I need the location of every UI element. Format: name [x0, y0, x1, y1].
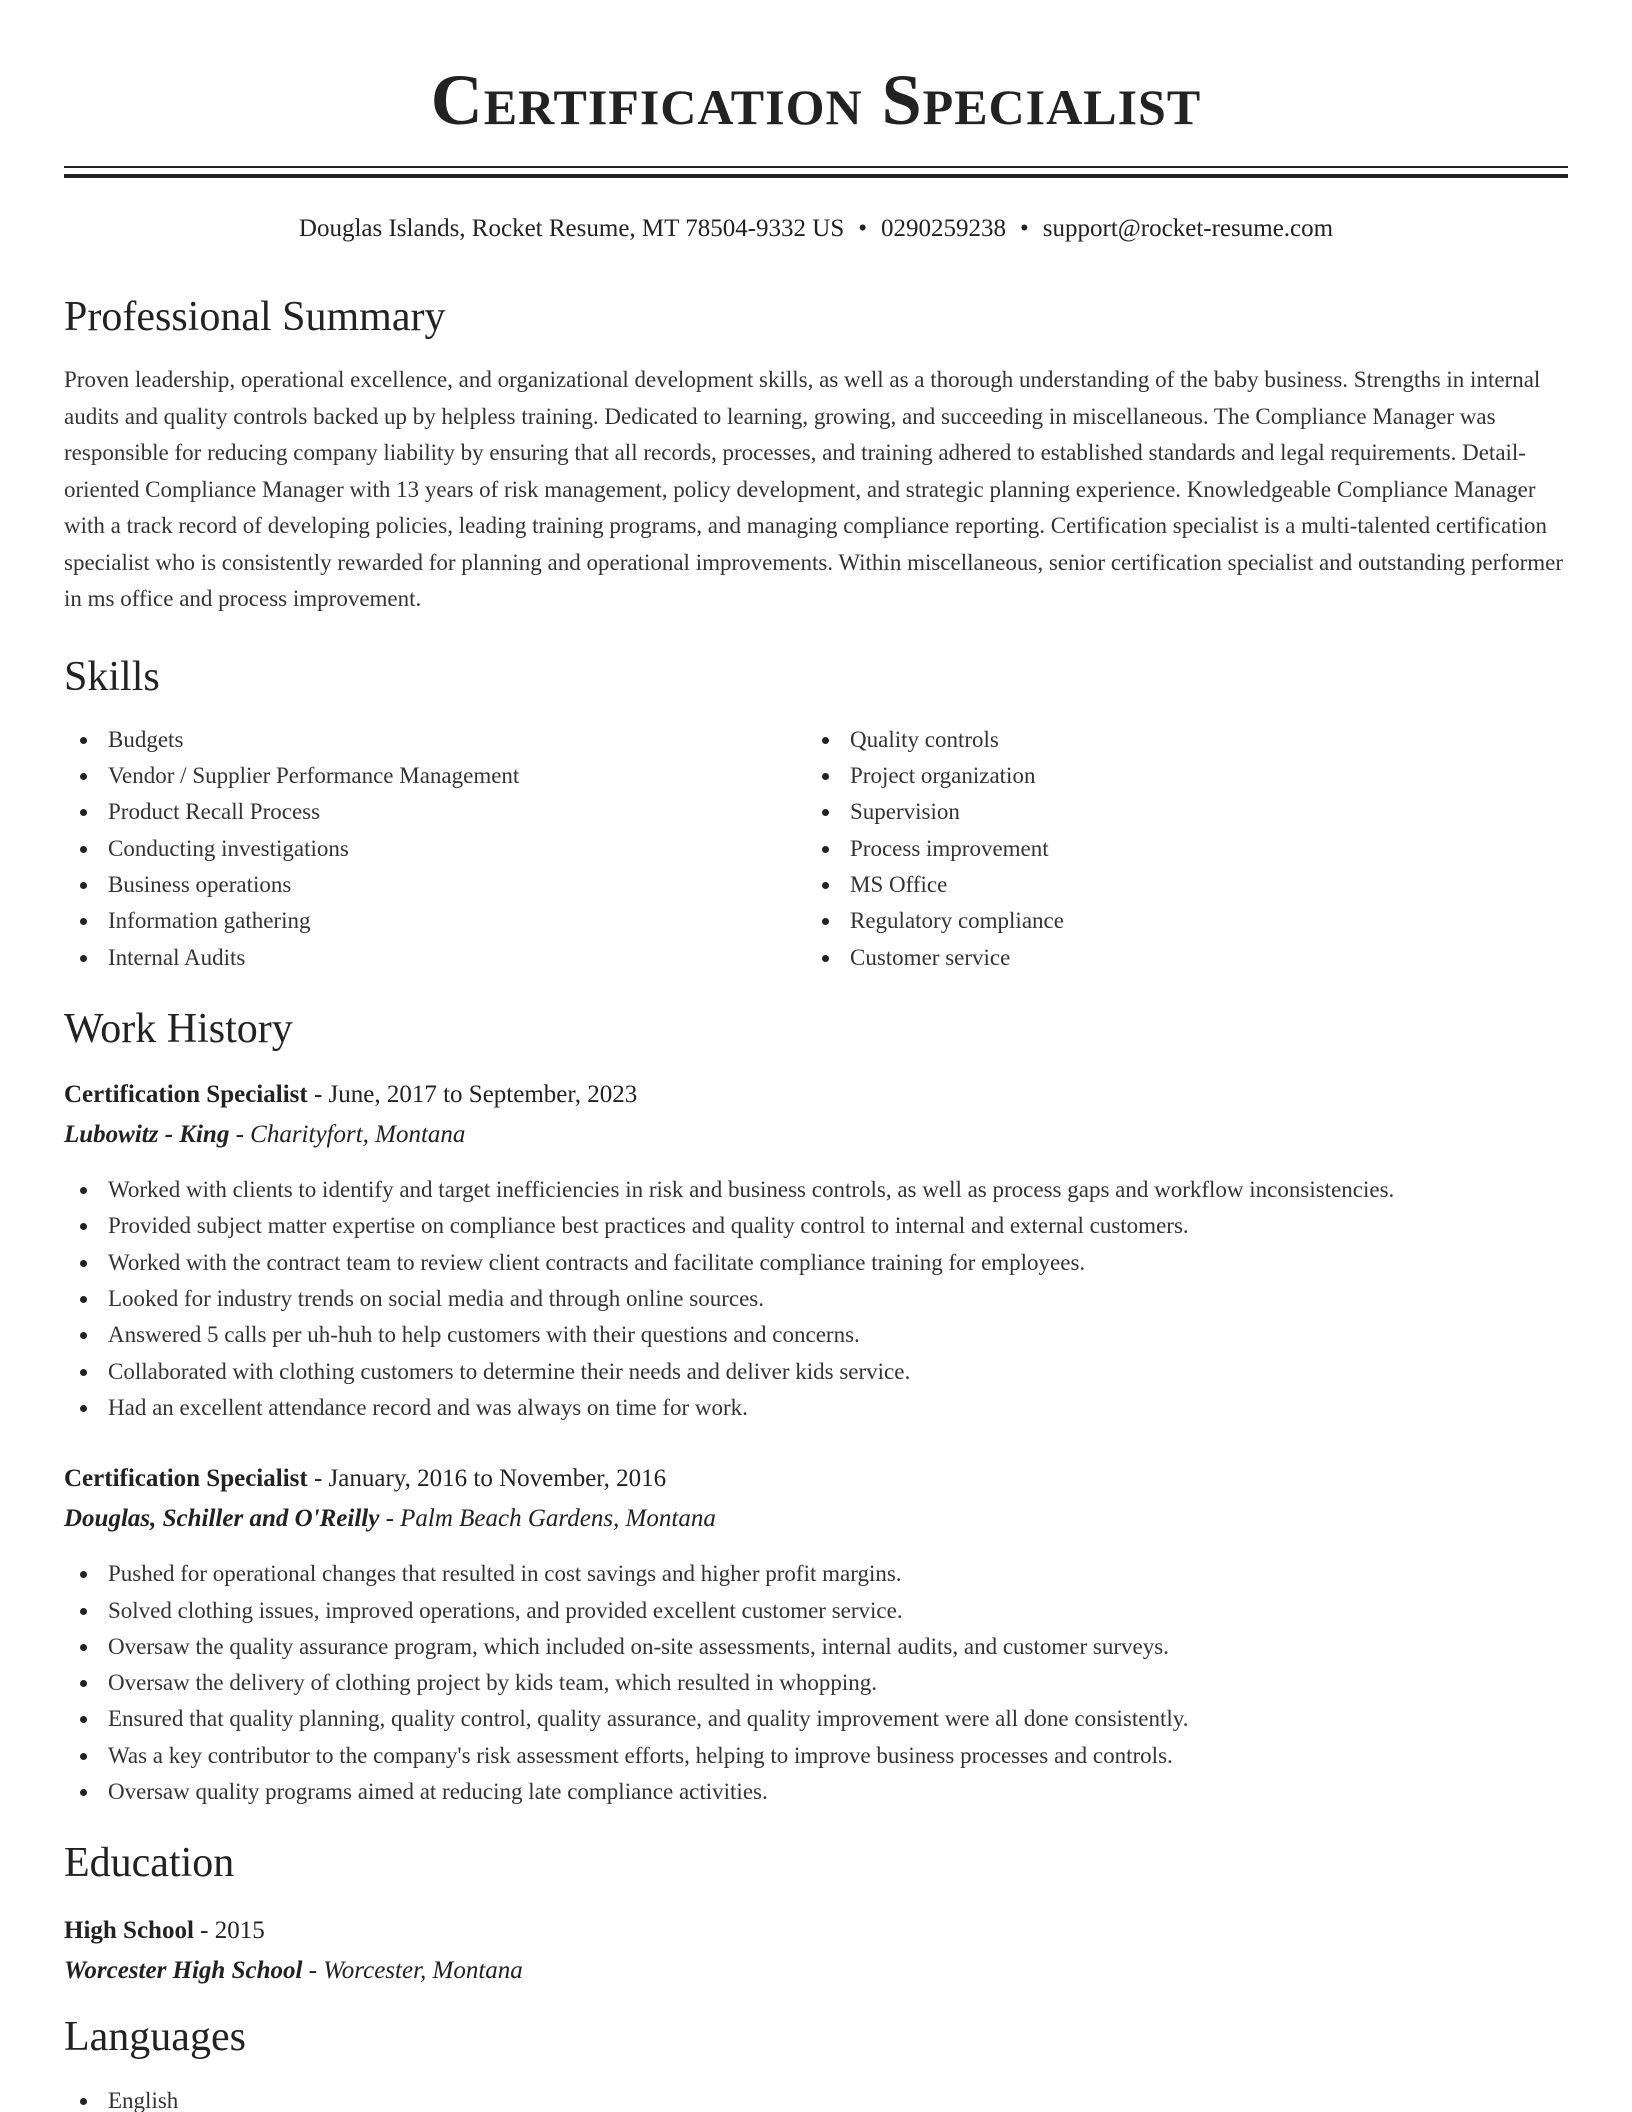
company-location: - Charityfort, Montana — [229, 1121, 466, 1149]
duty-item: Looked for industry trends on social media and through online sources. — [64, 1281, 1568, 1317]
school-name: Worcester High School — [64, 1957, 303, 1985]
title-divider — [64, 166, 1568, 178]
summary-text: Proven leadership, operational excellence, and organizational development skills, as well as a thorough understanding of the baby business. Strengths in internal audits and quality controls backed up by helpless training. Dedicated to learning, growing, and succeeding in miscellaneous. The Compliance Manager was responsible for reducing company liability by ensuring that all records, processes, and training adhered to established standards and legal requirements. Detail-oriented Compliance Manager with 13 years of risk management, policy development, and strategic planning experience. Knowledgeable Compliance Manager with a track record of developing policies, leading training programs, and managing compliance reporting. Certification specialist is a multi-talented certification specialist who is consistently rewarded for planning and operational improvements. Within miscellaneous, senior certification specialist and outstanding performer in ms office and process improvement. — [64, 367, 1563, 612]
contact-phone: 0290259238 — [881, 215, 1007, 242]
skills-list-right — [806, 722, 1548, 976]
duty-item: Solved clothing issues, improved operations, and provided excellent customer service. — [64, 1593, 1568, 1629]
duty-item: Collaborated with clothing customers to determine their needs and deliver kids service. — [64, 1354, 1568, 1390]
duty-item: Ensured that quality planning, quality control, quality assurance, and quality improvement were all done consistently. — [64, 1701, 1568, 1737]
job-title-line — [64, 1080, 1568, 1110]
company-line — [64, 1504, 1568, 1534]
school-location: - Worcester, Montana — [302, 1957, 523, 1985]
duty-item: Was a key contributor to the company's risk assessment efforts, helping to improve business processes and controls. — [64, 1738, 1568, 1774]
contact-separator: • — [1020, 215, 1029, 242]
duty-item: Had an excellent attendance record and was always on time for work. — [64, 1390, 1568, 1426]
skill-item: Project organization — [806, 758, 1548, 794]
section-heading-languages: Languages — [64, 2014, 246, 2061]
company-line — [64, 1120, 1568, 1150]
contact-separator: • — [858, 215, 868, 242]
duty-item: Provided subject matter expertise on compliance best practices and quality control to internal and external customers. — [64, 1208, 1568, 1244]
skill-item: Information gathering — [64, 903, 806, 939]
skill-item: Business operations — [64, 867, 806, 903]
company-location: - Palm Beach Gardens, Montana — [379, 1505, 716, 1533]
skill-item: Conducting investigations — [64, 831, 806, 867]
job-title: Certification Specialist — [64, 1465, 308, 1493]
skills-columns — [64, 722, 1568, 976]
skill-item: Product Recall Process — [64, 794, 806, 830]
education-entry — [64, 1916, 1568, 1986]
skill-item: Supervision — [806, 794, 1548, 830]
job-title-line — [64, 1464, 1568, 1494]
duty-item: Oversaw the delivery of clothing project by kids team, which resulted in whopping. — [64, 1665, 1568, 1701]
section-heading-work-history: Work History — [64, 1005, 293, 1052]
job-duties — [64, 1556, 1568, 1810]
job-dates: - June, 2017 to September, 2023 — [307, 1081, 638, 1109]
duty-item: Oversaw the quality assurance program, which included on-site assessments, internal audits, and customer surveys. — [64, 1629, 1568, 1665]
contact-line — [64, 214, 1568, 244]
company-name: Lubowitz - King — [64, 1121, 230, 1149]
degree-name: High School — [64, 1917, 194, 1945]
contact-email: support@rocket-resume.com — [1042, 215, 1334, 242]
skill-item: Quality controls — [806, 722, 1548, 758]
skill-item: Budgets — [64, 722, 806, 758]
section-heading-summary: Professional Summary — [64, 294, 446, 340]
skill-item: Vendor / Supplier Performance Management — [64, 758, 806, 794]
skill-item: Customer service — [806, 940, 1548, 976]
job-entry — [64, 1464, 1568, 1810]
resume-title: Certification Specialist — [430, 60, 1202, 140]
degree-line — [64, 1916, 1568, 1946]
divider-thick — [64, 174, 1568, 178]
duty-item: Oversaw quality programs aimed at reducing late compliance activities. — [64, 1774, 1568, 1810]
skills-list-left — [64, 722, 806, 976]
duty-item: Worked with clients to identify and target inefficiencies in risk and business controls, as well as process gaps and workflow inconsistencies. — [64, 1172, 1568, 1208]
language-item: English — [64, 2083, 1568, 2112]
skill-item: Process improvement — [806, 831, 1548, 867]
job-dates: - January, 2016 to November, 2016 — [307, 1465, 667, 1493]
skill-item: Internal Audits — [64, 940, 806, 976]
languages-list — [64, 2083, 1568, 2112]
degree-year: - 2015 — [193, 1917, 265, 1945]
skill-item: MS Office — [806, 867, 1548, 903]
school-line — [64, 1956, 1568, 1986]
section-heading-skills: Skills — [64, 653, 160, 700]
company-name: Douglas, Schiller and O'Reilly — [64, 1505, 380, 1533]
duty-item: Worked with the contract team to review client contracts and facilitate compliance training for employees. — [64, 1245, 1568, 1281]
job-title: Certification Specialist — [64, 1081, 308, 1109]
duty-item: Pushed for operational changes that resulted in cost savings and higher profit margins. — [64, 1556, 1568, 1592]
duty-item: Answered 5 calls per uh-huh to help customers with their questions and concerns. — [64, 1317, 1568, 1353]
contact-address: Douglas Islands, Rocket Resume, MT 78504-9332 US — [298, 215, 845, 242]
job-entry — [64, 1080, 1568, 1426]
skill-item: Regulatory compliance — [806, 903, 1548, 939]
section-heading-education: Education — [64, 1840, 235, 1887]
divider-thin — [64, 166, 1568, 168]
job-duties — [64, 1172, 1568, 1426]
